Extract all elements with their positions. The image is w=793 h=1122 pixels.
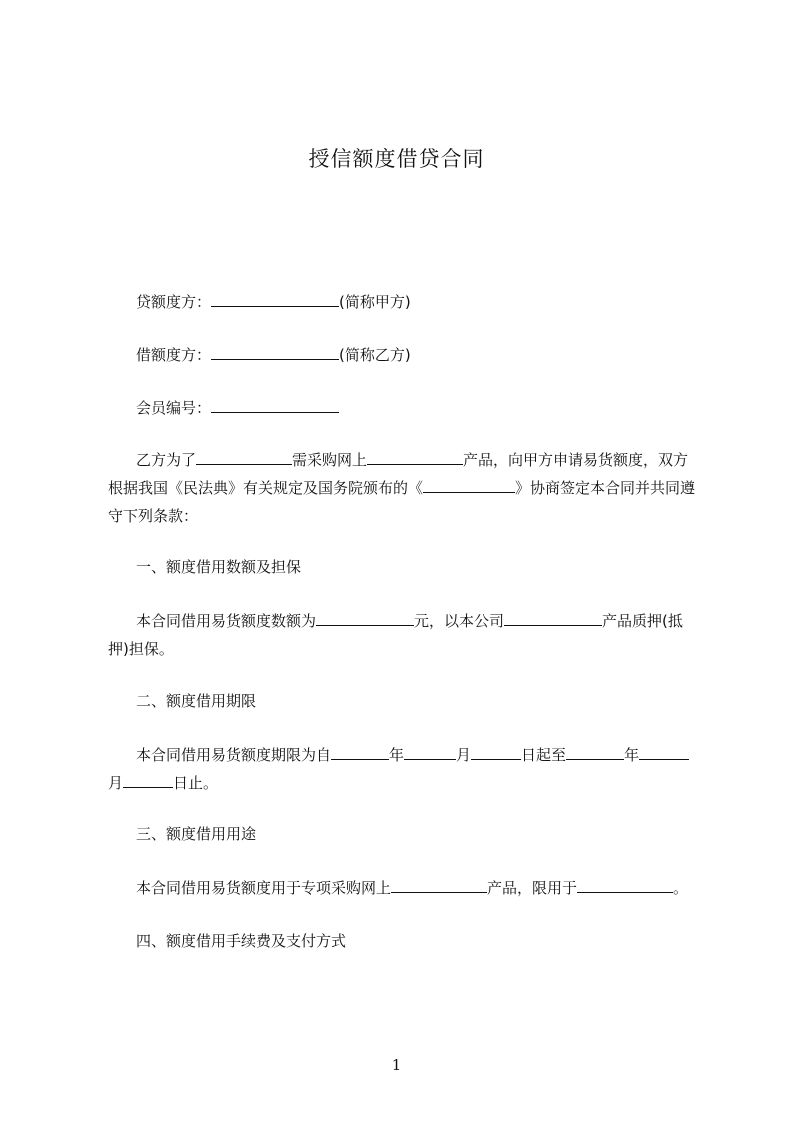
section3-text-2: 产品，限用于 [487, 879, 578, 897]
section1-paragraph [108, 607, 702, 663]
section2-day-1: 日起至 [521, 746, 567, 764]
section1-heading: 一、额度借用数额及担保 [136, 558, 302, 576]
section3-text-3: 。 [673, 879, 689, 897]
section2-year-1: 年 [389, 746, 405, 764]
document-title: 授信额度借贷合同 [308, 147, 485, 171]
section2-month-2: 月 [108, 774, 124, 792]
section3-text-1: 本合同借用易货额度用于专项采购网上 [136, 879, 392, 897]
page-number: 1 [391, 1056, 402, 1074]
section1-blank-2[interactable] [504, 610, 602, 626]
borrower-blank[interactable] [211, 344, 339, 360]
end-day-blank[interactable] [123, 772, 173, 788]
intro-text-1: 乙方为了 [136, 451, 197, 469]
lender-label: 贷额度方： [136, 293, 212, 311]
section1-blank-1[interactable] [316, 610, 414, 626]
start-month-blank[interactable] [404, 744, 456, 760]
section1-text-2: 元，以本公司 [414, 612, 505, 630]
section2-heading: 二、额度借用期限 [136, 692, 257, 710]
section2-text-1: 本合同借用易货额度期限为自 [136, 746, 332, 764]
section1-text-1: 本合同借用易货额度数额为 [136, 612, 317, 630]
end-month-blank[interactable] [639, 744, 689, 760]
section2-paragraph [108, 741, 702, 797]
borrower-suffix: (简称乙方) [339, 346, 411, 364]
member-line [136, 397, 339, 418]
borrower-label: 借额度方： [136, 346, 212, 364]
section1-text-3: 产品质押(抵押)担保。 [108, 612, 683, 658]
intro-blank-2[interactable] [367, 449, 463, 465]
lender-line [136, 291, 411, 312]
end-year-blank[interactable] [566, 744, 624, 760]
lender-suffix: (简称甲方) [339, 293, 411, 311]
intro-text-4: 》协商签定本合同并共同遵守下列条款： [108, 479, 696, 525]
intro-paragraph [108, 446, 702, 530]
start-year-blank[interactable] [331, 744, 389, 760]
intro-blank-1[interactable] [196, 449, 292, 465]
section2-year-2: 年 [624, 746, 640, 764]
section3-blank-2[interactable] [577, 877, 673, 893]
section2-day-2: 日止。 [173, 774, 219, 792]
intro-text-2: 需采购网上 [292, 451, 368, 469]
member-label: 会员编号： [136, 399, 212, 417]
section2-month-1: 月 [456, 746, 472, 764]
intro-text-3: 产品，向甲方申请易货额度，双方根据我国《民法典》有关规定及国务院颁布的《 [108, 451, 689, 497]
member-blank[interactable] [211, 397, 339, 413]
section3-blank-1[interactable] [391, 877, 487, 893]
section4-heading: 四、额度借用手续费及支付方式 [136, 932, 347, 950]
start-day-blank[interactable] [471, 744, 521, 760]
intro-blank-3[interactable] [423, 477, 515, 493]
section3-paragraph [108, 874, 702, 902]
lender-blank[interactable] [211, 291, 339, 307]
section3-heading: 三、额度借用用途 [136, 825, 257, 843]
borrower-line [136, 344, 411, 365]
